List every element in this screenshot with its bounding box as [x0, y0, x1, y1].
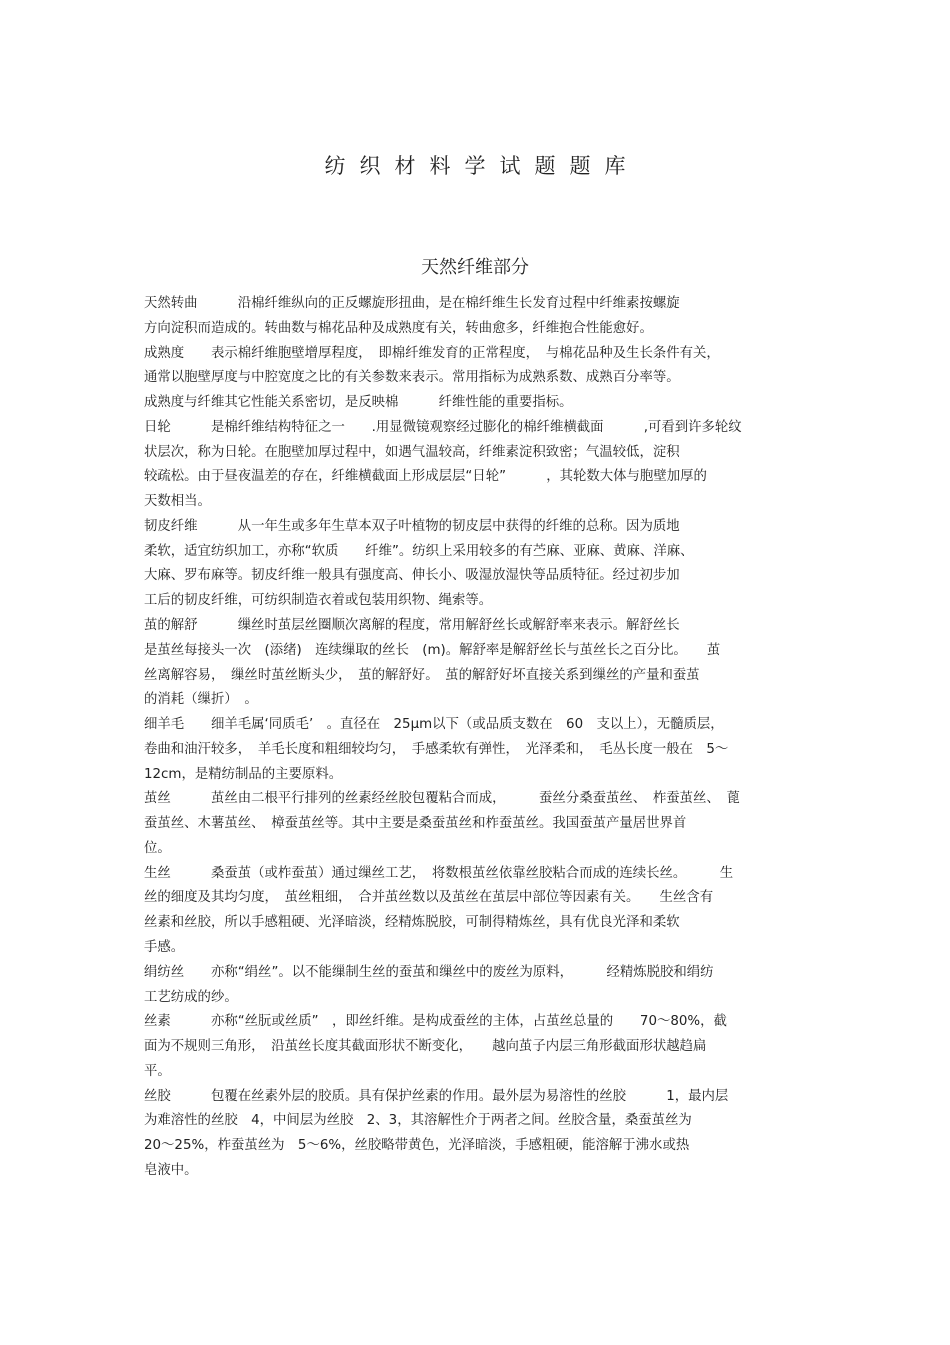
- text-line: 丝的细度及其均匀度， 茧丝粗细， 合并茧丝数以及茧丝在茧层中部位等因素有关。 生丝含有: [144, 890, 714, 906]
- text-line: 较疏松。由于昼夜温差的存在，纤维横截面上形成层层“日轮” ，其轮数大体与胞壁加厚的: [144, 469, 707, 485]
- text-line: 柔软，适宜纺织加工，亦称“软质 纤维”。纺织上采用较多的有苎麻、亚麻、黄麻、洋麻、: [144, 543, 694, 559]
- text-line: 细羊毛 细羊毛属‘同质毛’ 。直径在 25μm以下（或品质支数在 60 支以上），无髓质层，: [144, 717, 724, 733]
- text-line: 工艺纺成的纱。: [144, 989, 238, 1005]
- text-line: 手感。: [144, 940, 185, 956]
- page-title: 纺织材料学试题题库: [324, 154, 640, 178]
- text-line: 位。: [144, 840, 171, 856]
- text-line: 韧皮纤维 从一年生或多年生草本双子叶植物的韧皮层中获得的纤维的总称。因为质地: [144, 518, 680, 534]
- text-line: 成熟度与纤维其它性能关系密切，是反映棉 纤维性能的重要指标。: [144, 395, 573, 411]
- text-line: 平。: [144, 1063, 171, 1079]
- text-line: 12cm，是精纺制品的主要原料。: [144, 766, 343, 782]
- text-line: 绢纺丝 亦称“绢丝”。以不能缫制生丝的蚕茧和缫丝中的废丝为原料， 经精炼脱胶和绢纺: [144, 964, 714, 980]
- text-line: 通常以胞壁厚度与中腔宽度之比的有关参数来表示。常用指标为成熟系数、成熟百分率等。: [144, 370, 680, 386]
- text-line: 20～25%，柞蚕茧丝为 5～6%，丝胶略带黄色，光泽暗淡，手感粗硬，能溶解于沸水或热: [144, 1138, 690, 1154]
- text-line: 工后的韧皮纤维，可纺织制造衣着或包装用织物、绳索等。: [144, 593, 493, 609]
- text-line: 日轮 是棉纤维结构特征之一 .用显微镜观察经过膨化的棉纤维横截面 ,可看到许多轮纹: [144, 419, 742, 435]
- text-line: 丝素和丝胶，所以手感粗硬、光泽暗淡，经精炼脱胶，可制得精炼丝，具有优良光泽和柔软: [144, 915, 680, 931]
- text-line: 的消耗（缫折） 。: [144, 692, 258, 708]
- text-line: 天然转曲 沿棉纤维纵向的正反螺旋形扭曲，是在棉纤维生长发育过程中纤维素按螺旋: [144, 296, 680, 311]
- text-line: 生丝 桑蚕茧（或柞蚕茧）通过缫丝工艺， 将数根茧丝依靠丝胶粘合而成的连续长丝。 生: [144, 865, 734, 881]
- text-line: 丝素 亦称“丝朊或丝质” ，即丝纤维。是构成蚕丝的主体，占茧丝总量的 70～80%，截: [144, 1014, 727, 1030]
- text-line: 面为不规则三角形， 沿茧丝长度其截面形状不断变化， 越向茧子内层三角形截面形状越趋扁: [144, 1039, 707, 1055]
- text-line: 茧的解舒 缫丝时茧层丝圈顺次离解的程度，常用解舒丝长或解舒率来表示。解舒丝长: [144, 618, 680, 633]
- text-line: 大麻、罗布麻等。韧皮纤维一般具有强度高、伸长小、吸湿放湿快等品质特征。经过初步加: [144, 568, 680, 584]
- text-line: 为难溶性的丝胶 4，中间层为丝胶 2、3，其溶解性介于两者之间。丝胶含量，桑蚕茧丝为: [144, 1113, 692, 1129]
- text-line: 成熟度 表示棉纤维胞壁增厚程度， 即棉纤维发育的正常程度， 与棉花品种及生长条件有关，: [144, 345, 720, 361]
- text-line: 蚕茧丝、木薯茧丝、 樟蚕茧丝等。其中主要是桑蚕茧丝和柞蚕茧丝。我国蚕茧产量居世界首: [144, 816, 687, 832]
- text-line: 茧丝 茧丝由二根平行排列的丝素经丝胶包覆粘合而成， 蚕丝分桑蚕茧丝、 柞蚕茧丝、 蓖: [144, 791, 740, 807]
- text-line: 丝离解容易， 缫丝时茧丝断头少， 茧的解舒好。 茧的解舒好坏直接关系到缫丝的产量和蚕茧: [144, 667, 700, 683]
- text-line: 天数相当。: [144, 494, 211, 510]
- text-line: 卷曲和油汗较多， 羊毛长度和粗细较均匀， 手感柔软有弹性， 光泽柔和， 毛丛长度一般在 5～: [144, 741, 729, 757]
- section-title: 天然纤维部分: [421, 257, 529, 278]
- text-line: 方向淀积而造成的。转曲数与棉花品种及成熟度有关，转曲愈多，纤维抱合性能愈好。: [144, 320, 653, 336]
- text-line: 是茧丝每接头一次 (添绪) 连续缫取的丝长 (m)。解舒率是解舒丝长与茧丝长之百分比。 茧: [144, 642, 721, 658]
- text-line: 皂液中。: [144, 1162, 198, 1178]
- text-line: 状层次，称为日轮。在胞壁加厚过程中，如遇气温较高，纤维素淀积致密；气温较低，淀积: [144, 444, 680, 460]
- text-line: 丝胶 包覆在丝素外层的胶质。具有保护丝素的作用。最外层为易溶性的丝胶 1，最内层: [144, 1088, 729, 1104]
